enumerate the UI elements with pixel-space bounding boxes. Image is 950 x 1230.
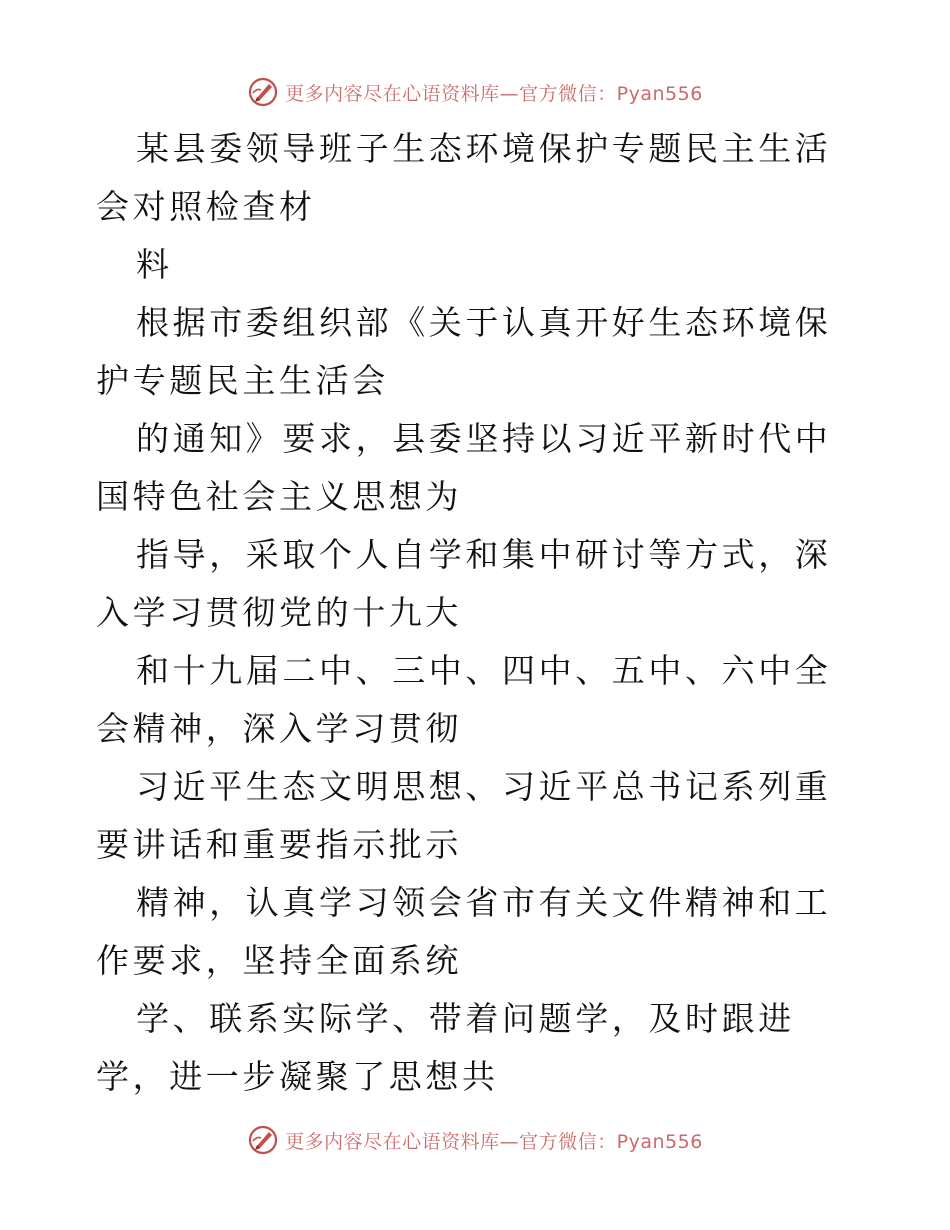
quill-pen-logo-icon: [247, 1124, 279, 1156]
paragraph-7: 学、联系实际学、带着问题学，及时跟进学，进一步凝聚了思想共: [96, 999, 795, 1096]
paragraph-2: 的通知》要求，县委坚持以习近平新时代中国特色社会主义思想为: [96, 419, 832, 516]
paragraph-3: 指导，采取个人自学和集中研讨等方式，深入学习贯彻党的十九大: [96, 535, 832, 632]
doc-title-line-2: 料: [136, 245, 173, 284]
document-body: [96, 120, 856, 1106]
header-banner: [0, 72, 950, 112]
header-banner-text[interactable]: 更多内容尽在心语资料库—官方微信：Pyan556: [285, 82, 703, 105]
paragraph-4: 和十九届二中、三中、四中、五中、六中全会精神，深入学习贯彻: [96, 651, 832, 748]
paragraph-1: 根据市委组织部《关于认真开好生态环境保护专题民主生活会: [96, 303, 832, 400]
footer-banner-text[interactable]: 更多内容尽在心语资料库—官方微信：Pyan556: [285, 1130, 703, 1153]
paragraph-5: 习近平生态文明思想、习近平总书记系列重要讲话和重要指示批示: [96, 767, 832, 864]
footer-banner: [0, 1120, 950, 1160]
quill-pen-logo-icon: [247, 76, 279, 108]
paragraph-6: 精神，认真学习领会省市有关文件精神和工作要求，坚持全面系统: [96, 883, 832, 980]
doc-title-line-1: 某县委领导班子生态环境保护专题民主生活会对照检查材: [96, 129, 832, 226]
